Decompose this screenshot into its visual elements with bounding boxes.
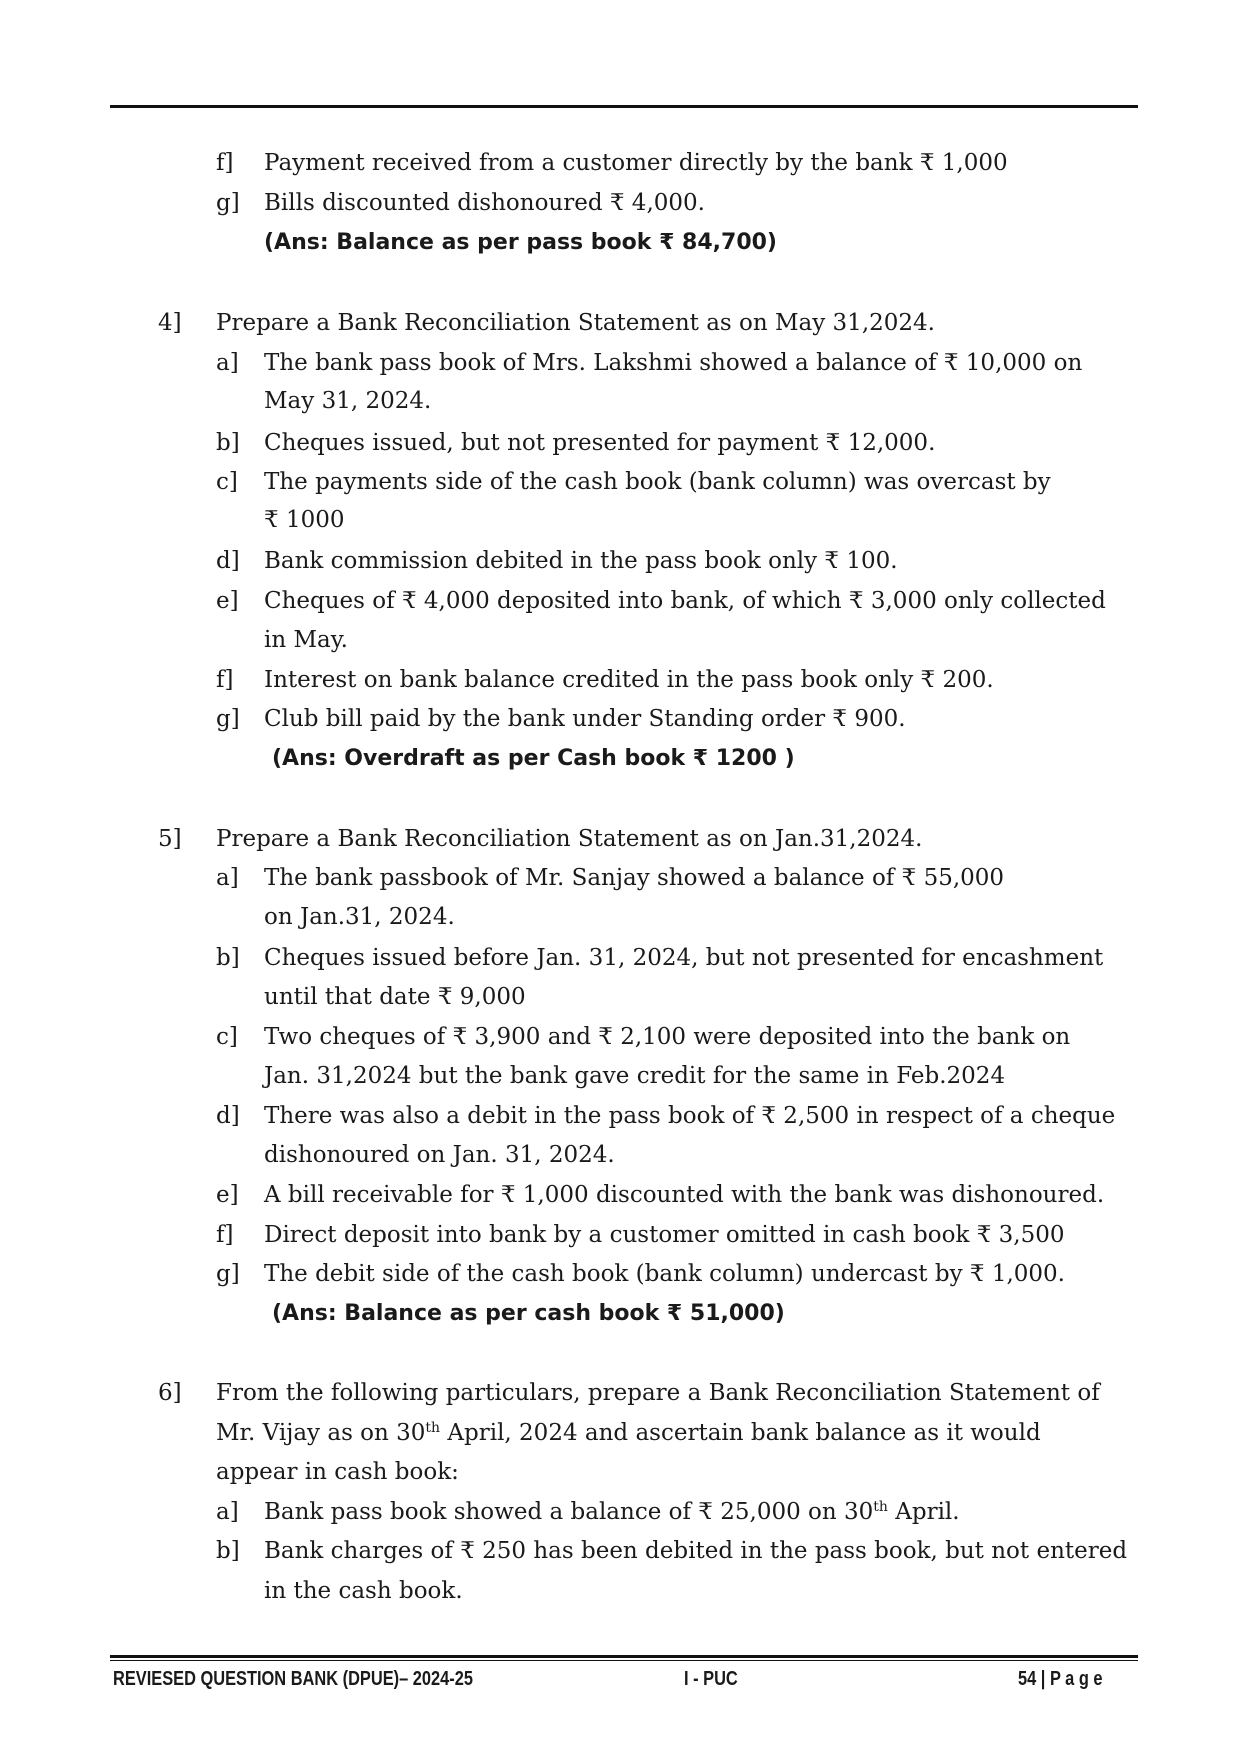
item-text: in the cash book.: [264, 1578, 463, 1604]
item-text: Cheques issued before Jan. 31, 2024, but not presented for encashment: [264, 945, 1104, 971]
answer-text: (Ans: Balance as per pass book ₹ 84,700): [264, 230, 777, 255]
item-marker: f]: [216, 1222, 234, 1248]
item-text: Jan. 31,2024 but the bank gave credit for the same in Feb.2024: [264, 1063, 1006, 1089]
question-number: 5]: [158, 826, 182, 852]
item-text: A bill receivable for ₹ 1,000 discounted with the bank was dishonoured.: [264, 1182, 1105, 1208]
item-marker: e]: [216, 588, 239, 614]
item-text: dishonoured on Jan. 31, 2024.: [264, 1142, 615, 1168]
item-text: in May.: [264, 627, 348, 653]
question-title: Prepare a Bank Reconciliation Statement as on May 31,2024.: [216, 310, 935, 336]
item-text: until that date ₹ 9,000: [264, 984, 526, 1010]
item-text: There was also a debit in the pass book of ₹ 2,500 in respect of a cheque: [264, 1103, 1116, 1129]
item-text: The bank passbook of Mr. Sanjay showed a balance of ₹ 55,000: [264, 865, 1005, 891]
item-marker: f]: [216, 667, 234, 693]
item-text: Bank pass book showed a balance of ₹ 25,000 on 30th April.: [264, 1499, 960, 1525]
item-text: on Jan.31, 2024.: [264, 904, 455, 930]
item-marker: g]: [216, 706, 240, 732]
header-rule: [110, 105, 1138, 108]
footer-rule-thin: [110, 1660, 1138, 1661]
item-marker: b]: [216, 945, 240, 971]
item-text: ₹ 1000: [264, 507, 345, 533]
footer-page-number: 54 | P a g e: [1018, 1668, 1103, 1690]
question-title: appear in cash book:: [216, 1459, 459, 1485]
question-title: Mr. Vijay as on 30th April, 2024 and ascertain bank balance as it would: [216, 1420, 1041, 1446]
item-marker: g]: [216, 190, 240, 216]
item-text: May 31, 2024.: [264, 388, 432, 414]
item-marker: a]: [216, 350, 239, 376]
question-number: 4]: [158, 310, 182, 336]
answer-text: (Ans: Balance as per cash book ₹ 51,000): [272, 1301, 785, 1326]
item-text: Payment received from a customer directly by the bank ₹ 1,000: [264, 150, 1008, 176]
item-marker: c]: [216, 1024, 238, 1050]
item-text: Club bill paid by the bank under Standing order ₹ 900.: [264, 706, 906, 732]
item-marker: g]: [216, 1261, 240, 1287]
item-marker: b]: [216, 430, 240, 456]
item-text: Bank commission debited in the pass book only ₹ 100.: [264, 548, 898, 574]
item-marker: d]: [216, 548, 240, 574]
item-marker: b]: [216, 1538, 240, 1564]
item-text: Interest on bank balance credited in the pass book only ₹ 200.: [264, 667, 994, 693]
item-text: Bills discounted dishonoured ₹ 4,000.: [264, 190, 705, 216]
item-text: Two cheques of ₹ 3,900 and ₹ 2,100 were deposited into the bank on: [264, 1024, 1071, 1050]
item-text: Direct deposit into bank by a customer omitted in cash book ₹ 3,500: [264, 1222, 1065, 1248]
item-text: Cheques issued, but not presented for payment ₹ 12,000.: [264, 430, 936, 456]
item-text: The payments side of the cash book (bank column) was overcast by: [264, 469, 1051, 495]
item-marker: a]: [216, 1499, 239, 1525]
item-marker: c]: [216, 469, 238, 495]
item-marker: a]: [216, 865, 239, 891]
question-title: Prepare a Bank Reconciliation Statement as on Jan.31,2024.: [216, 826, 923, 852]
item-text: The bank pass book of Mrs. Lakshmi showed a balance of ₹ 10,000 on: [264, 350, 1083, 376]
item-text: Cheques of ₹ 4,000 deposited into bank, of which ₹ 3,000 only collected: [264, 588, 1106, 614]
footer-rule: [110, 1655, 1138, 1658]
item-marker: f]: [216, 150, 234, 176]
item-marker: d]: [216, 1103, 240, 1129]
answer-text: (Ans: Overdraft as per Cash book ₹ 1200 ): [272, 746, 795, 771]
question-number: 6]: [158, 1380, 182, 1406]
item-text: The debit side of the cash book (bank column) undercast by ₹ 1,000.: [264, 1261, 1065, 1287]
question-title: From the following particulars, prepare a Bank Reconciliation Statement of: [216, 1380, 1100, 1406]
item-text: Bank charges of ₹ 250 has been debited in the pass book, but not entered: [264, 1538, 1128, 1564]
footer-class: I - PUC: [684, 1668, 738, 1690]
footer-title: REVIESED QUESTION BANK (DPUE)– 2024-25: [113, 1668, 473, 1690]
item-marker: e]: [216, 1182, 239, 1208]
